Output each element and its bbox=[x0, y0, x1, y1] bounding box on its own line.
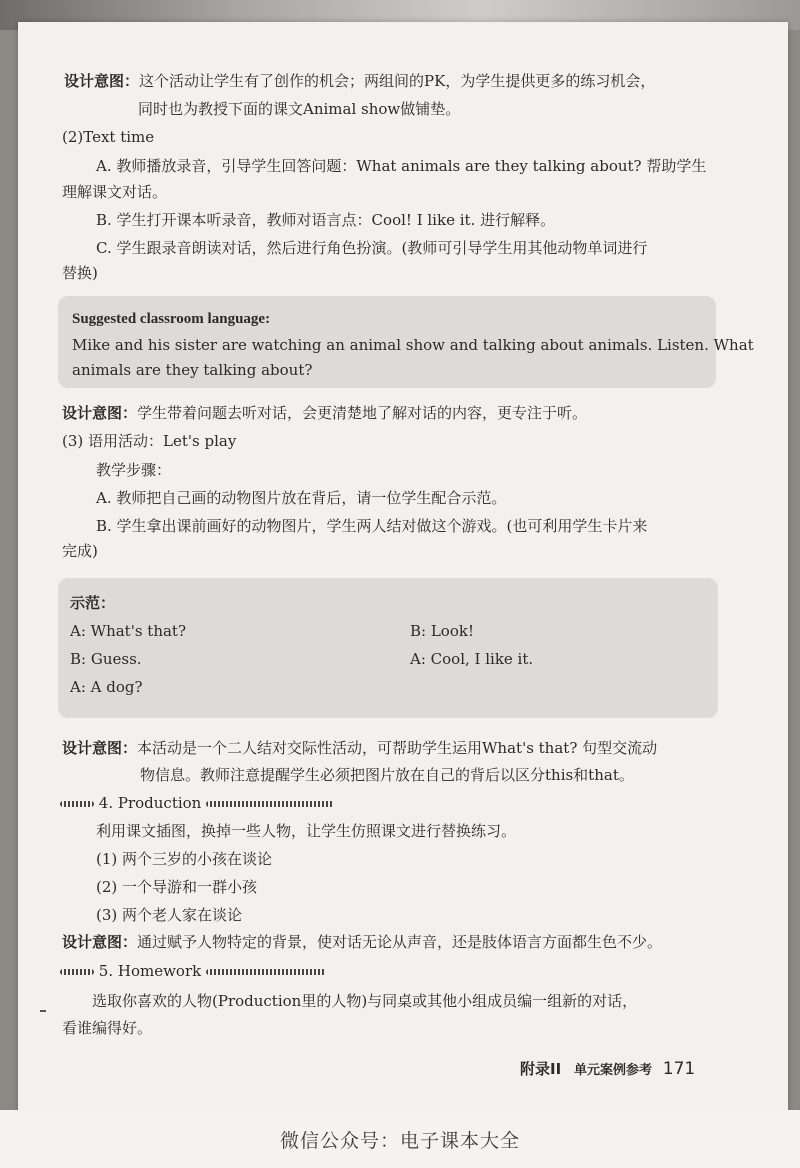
lets-play-b-line1: B. 学生拿出课前画好的动物图片，学生两人结对做这个游戏。(也可利用学生卡片来 bbox=[96, 517, 648, 535]
intent1-text2: 同时也为教授下面的课文Animal show做铺垫。 bbox=[138, 100, 461, 118]
text-time-heading: (2)Text time bbox=[62, 128, 155, 146]
homework-heading: 5. Homework bbox=[98, 962, 202, 980]
intent1-label: 设计意图： bbox=[64, 72, 140, 90]
demo-left-3: A: A dog? bbox=[70, 678, 143, 696]
text-time-b-line: B. 学生打开课本听录音，教师对语言点：Cool! I like it. 进行解释。 bbox=[96, 211, 556, 229]
suggested-title: Suggested classroom language: bbox=[72, 311, 271, 327]
production-item-2: (2) 一个导游和一群小孩 bbox=[96, 878, 258, 896]
text-time-a-line1: A. 教师播放录音，引导学生回答问题：What animals are they talking about? 帮助学生 bbox=[96, 157, 707, 175]
scan-mark bbox=[40, 1010, 46, 1012]
page-footer bbox=[520, 1058, 695, 1082]
text-time-a-line2: 理解课文对话。 bbox=[62, 183, 168, 201]
demo-left-1: A: What's that? bbox=[70, 622, 186, 640]
text-time-c-line2: 替换) bbox=[62, 264, 98, 282]
intent2-text: 学生带着问题去听对话，会更清楚地了解对话的内容，更专注于听。 bbox=[137, 404, 588, 422]
footer-section-title: 单元案例参考 bbox=[573, 1063, 652, 1078]
wechat-caption: 微信公众号：电子课本大全 bbox=[279, 1130, 520, 1152]
intent1-line1 bbox=[64, 70, 655, 92]
production-heading-row bbox=[60, 792, 334, 814]
demo-left-2: B: Guess. bbox=[70, 650, 142, 668]
suggested-line2: animals are they talking about? bbox=[72, 361, 313, 379]
production-item-1: (1) 两个三岁的小孩在谈论 bbox=[96, 850, 273, 868]
lets-play-heading: (3) 语用活动：Let's play bbox=[62, 432, 237, 450]
production-intro: 利用课文插图，换掉一些人物，让学生仿照课文进行替换练习。 bbox=[96, 822, 517, 840]
production-heading: 4. Production bbox=[98, 794, 202, 812]
intent3-text2: 物信息。教师注意提醒学生必须把图片放在自己的背后以区分this和that。 bbox=[140, 766, 634, 784]
intent2 bbox=[62, 402, 587, 424]
demo-title: 示范： bbox=[70, 594, 116, 612]
lets-play-steps-label: 教学步骤： bbox=[96, 461, 172, 479]
page-number: 171 bbox=[662, 1059, 696, 1079]
intent3-text1: 本活动是一个二人结对交际性活动，可帮助学生运用What's that? 句型交流动 bbox=[137, 739, 658, 757]
production-item-3: (3) 两个老人家在谈论 bbox=[96, 906, 243, 924]
intent4-text: 通过赋予人物特定的背景，使对话无论从声音，还是肢体语言方面都生色不少。 bbox=[137, 933, 663, 951]
intent4-label: 设计意图： bbox=[62, 933, 138, 951]
intent2-label: 设计意图： bbox=[62, 404, 138, 422]
lets-play-a-line: A. 教师把自己画的动物图片放在背后，请一位学生配合示范。 bbox=[96, 489, 507, 507]
footer-appendix: 附录II bbox=[520, 1060, 562, 1078]
lets-play-b-line2: 完成) bbox=[62, 542, 98, 560]
intent4 bbox=[62, 931, 662, 953]
text-time-c-line1: C. 学生跟录音朗读对话，然后进行角色扮演。(教师可引导学生用其他动物单词进行 bbox=[96, 239, 648, 257]
homework-line2: 看谁编得好。 bbox=[62, 1019, 153, 1037]
wavy-rule-left bbox=[60, 969, 94, 975]
demo-right-1: B: Look! bbox=[410, 622, 474, 640]
wavy-rule-right bbox=[206, 801, 334, 807]
demo-right-2: A: Cool, I like it. bbox=[410, 650, 534, 668]
wavy-rule-left bbox=[60, 801, 94, 807]
suggested-line1: Mike and his sister are watching an animal show and talking about animals. Listen. What bbox=[72, 336, 754, 354]
demo-box bbox=[58, 578, 718, 718]
intent1-text1: 这个活动让学生有了创作的机会；两组间的PK，为学生提供更多的练习机会， bbox=[139, 72, 656, 90]
homework-line1: 选取你喜欢的人物(Production里的人物)与同桌或其他小组成员编一组新的对话， bbox=[92, 992, 638, 1010]
intent3-label: 设计意图： bbox=[62, 739, 138, 757]
intent3-line1 bbox=[62, 737, 657, 759]
wavy-rule-right bbox=[206, 969, 326, 975]
homework-heading-row bbox=[60, 960, 326, 982]
